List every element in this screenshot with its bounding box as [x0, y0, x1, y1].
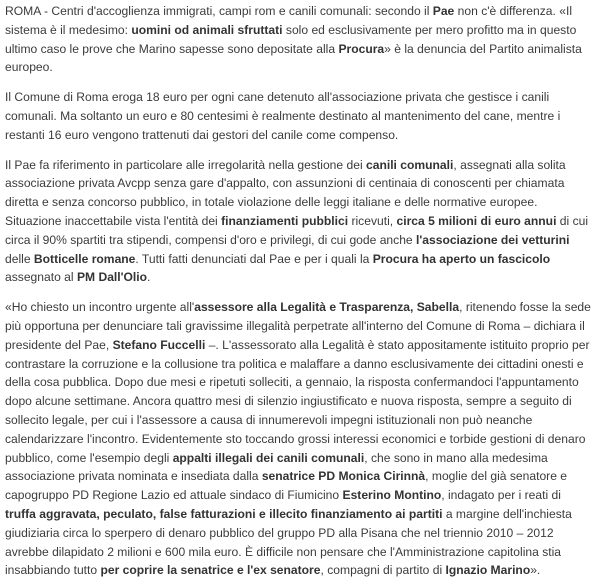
- text-segment: , che sono in mano alla medesima associazione privata nominata e insediata dalla: [5, 450, 548, 484]
- text-segment: » è la denuncia del Partito animalista europeo.: [5, 41, 582, 75]
- bold-text: circa 5 milioni di euro annui: [396, 213, 557, 228]
- bold-text: PM Dall'Olio: [76, 270, 148, 285]
- bold-text: Ignazio Marino: [445, 563, 531, 578]
- text-segment: .: [147, 270, 151, 285]
- bold-text: uomini od animali sfruttati: [131, 22, 283, 37]
- text-segment: , assegnati alla solita associazione privata Avcpp senza gare d'appalto, con assunzioni di centinaia di conoscenti per chiamata diretta e senza concorso pubblico, in totale violazione delle leggi italiane e delle normative europee. Situazione inaccettabile vista l'entità dei: [5, 157, 566, 228]
- paragraph-irregularities: [5, 156, 594, 288]
- text-segment: di cui circa il 90% spartiti tra stipendi, compensi d'oro e privilegi, di cui gode anche: [5, 213, 589, 247]
- bold-text: Stefano Fuccelli: [112, 337, 206, 352]
- text-segment: ROMA - Centri d'accoglienza immigrati, campi rom e canili comunali: secondo il: [5, 4, 433, 18]
- text-segment: , compagni di partito di: [320, 563, 446, 578]
- text-segment: delle: [5, 251, 34, 266]
- bold-text: Procura: [338, 41, 385, 56]
- text-segment: ricevuti,: [348, 213, 397, 228]
- text-segment: ».: [530, 563, 541, 578]
- bold-text: l'associazione dei vetturini: [416, 232, 570, 247]
- bold-text: Esterino Montino: [342, 488, 442, 503]
- text-segment: assegnato al: [5, 270, 77, 285]
- bold-text: Pae: [432, 4, 455, 18]
- paragraph-funding: [5, 88, 594, 144]
- bold-text: finanziamenti pubblici: [221, 213, 349, 228]
- text-segment: Il Comune di Roma eroga 18 euro per ogni cane detenuto all'associazione privata che gestisce i canili comunali. Ma soltanto un euro e 80 centesimi è realmente destinato al mantenimento del cane, mentre i restanti 16 euro vengono trattenuti dai gestori del canile come compenso.: [5, 90, 561, 142]
- text-segment: Il Pae fa riferimento in particolare alle irregolarità nella gestione dei: [5, 157, 366, 172]
- bold-text: canili comunali: [366, 157, 454, 172]
- text-segment: a margine dell'inchiesta giudiziaria circa lo sperpero di denaro pubblico del gruppo PD alla Pisana che nel triennio 2010 – 2012 avrebbe dilapidato 2 milioni e 600 mila euro. È difficile non pensare che l'Amministrazione capitolina stia insabbiando tutto: [5, 506, 572, 578]
- bold-text: senatrice PD Monica Cirinnà: [261, 469, 426, 484]
- text-segment: –. L'assessorato alla Legalità è stato appositamente istituito proprio per contrastare la corruzione e la collusione tra politica e malaffare a danno esclusivamente dei cittadini onesti e della cosa pubblica. Dopo due mesi e ripetuti solleciti, a gennaio, la risposta confermandoci l'appuntamento dopo alcune settimane. Ancora quattro mesi di silenzio ingiustificato e nuova risposta, sempre a seguito di sollecito legale, per cui i l'assessore a causa di innumerevoli impegni istituzionali non può neanche calendarizzare l'incontro. Evidentemente sto toccando grossi interessi economici e torbide gestioni di denaro pubblico, come l'esempio degli: [5, 337, 590, 465]
- text-segment: , indagato per i reati di: [441, 488, 561, 503]
- text-segment: solo ed esclusivamente per mero profitto ma in questo ultimo caso le prove che Marino sapesse sono depositate alla: [5, 22, 577, 56]
- text-segment: . Tutti fatti denunciati dal Pae e per i quali la: [135, 251, 373, 266]
- paragraph-intro: [5, 2, 594, 77]
- text-segment: non c'è differenza. «Il sistema è il medesimo:: [5, 4, 573, 37]
- text-segment: , ritenendo fosse la sede più opportuna per denunciare tali gravissime illegalità perpetrate all'interno del Comune di Roma – dichiara il presidente del Pae,: [5, 300, 591, 352]
- bold-text: appalti illegali dei canili comunali: [172, 450, 365, 465]
- paragraph-quote: [5, 298, 594, 580]
- bold-text: assessore alla Legalità e Trasparenza, Sabella: [194, 300, 460, 315]
- bold-text: Procura ha aperto un fascicolo: [372, 251, 551, 266]
- text-segment: , moglie del già senatore e capogruppo PD Regione Lazio ed attuale sindaco di Fiumicino: [5, 469, 568, 503]
- text-segment: «Ho chiesto un incontro urgente all': [5, 300, 195, 315]
- bold-text: Botticelle romane: [33, 251, 136, 266]
- bold-text: truffa aggravata, peculato, false fatturazioni e illecito finanziamento ai partiti: [5, 506, 443, 521]
- bold-text: per coprire la senatrice e l'ex senatore: [100, 563, 321, 578]
